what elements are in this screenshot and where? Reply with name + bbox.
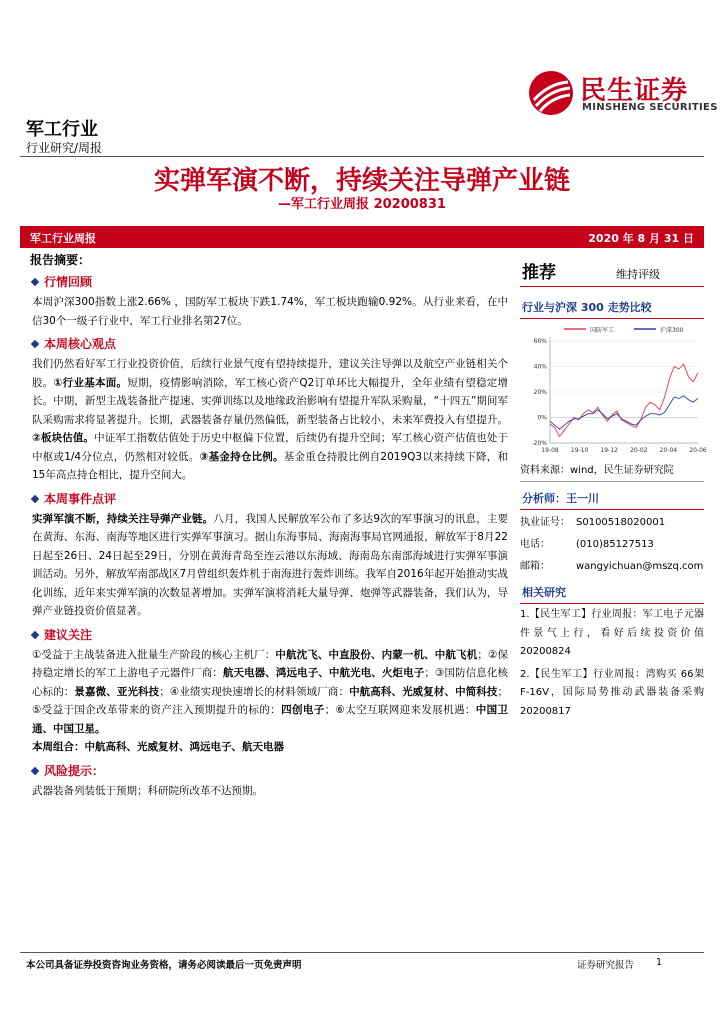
risk-text: 武器装备列装低于预期；科研院所改革不达预期。	[32, 784, 263, 797]
related-research	[520, 604, 704, 721]
report-band	[20, 226, 704, 248]
suggestion-t1: ①受益于主战装备进入批量生产阶段的核心主机厂：	[32, 648, 276, 661]
footer-divider	[20, 952, 704, 953]
analyst-value: wangyichuan@mszq.com	[576, 561, 704, 572]
legend-label-0: 国防军工	[590, 327, 615, 334]
suggestion-t6: ；⑥太空互联网迎来发展机遇：	[324, 704, 476, 716]
analyst-info	[520, 510, 704, 578]
suggestion-s5: 四创电子	[281, 704, 325, 716]
brand-mark-icon	[528, 70, 574, 116]
analyst-title: 分析师：王一川	[520, 488, 704, 510]
series-line-0	[550, 364, 698, 437]
x-tick-1: 19-10	[570, 447, 589, 454]
brand-name-cn: 民生证券	[580, 76, 689, 106]
y-tick-4: -20%	[531, 440, 547, 447]
chart-source: 资料来源：wind，民生证券研究院	[520, 461, 704, 482]
event-review-b1: 实弹军演不断，持续关注导弹产业链。	[32, 512, 214, 525]
rating: 推荐	[522, 263, 556, 283]
related-title: 相关研究	[520, 582, 704, 604]
suggestion-t2: ；②保持稳定增长的军工上游电子元器件厂商：	[32, 648, 508, 679]
section-event-review-title: 本周事件点评	[30, 490, 508, 508]
x-tick-4: 20-04	[659, 447, 678, 454]
x-tick-5: 20-06	[689, 447, 707, 454]
page-subtitle: —军工行业周报 20200831	[278, 197, 446, 212]
related-item-1[interactable]: 2.【民生军工】行业周报：湾购买 66架 F-16V，国际局势推动武器装备采购20200817	[520, 668, 704, 717]
related-item-0[interactable]: 1.【民生军工】行业周报：军工电子元器件景气上行，看好后续投资价值20200824	[520, 609, 704, 657]
suggestion-t5: ；⑤受益于国企改革带来的资产注入预期提升的标的：	[32, 685, 509, 716]
brand-name-en: MINSHENG SECURITIES	[582, 102, 718, 113]
y-tick-2: 20%	[533, 389, 547, 396]
core-views-p3: 中证军工指数估值处于历史中枢偏下位置，后续仍有提升空间；军工核心资产估值也处于中枢或1/4分位点，仍然相对较低。	[32, 432, 509, 463]
x-tick-0: 19-08	[541, 447, 559, 454]
chart-title: 行业与沪深 300 走势比较	[520, 297, 704, 319]
market-review-text: 本周沪深300指数上涨2.66% ，国防军工板块下跌1.74%，军工板块跑输0.92%。从行业来看，在中信30个一级子行业中，军工行业排名第27位。	[32, 296, 508, 327]
brand-logo	[526, 68, 718, 118]
footer-label: 证券研究报告	[577, 960, 635, 971]
legend-label-1: 沪深300	[660, 327, 684, 334]
section-suggestions-title: 建议关注	[30, 626, 508, 644]
analyst-line-2	[520, 556, 704, 578]
suggestion-s4: 中航高科、光威复材、中简科技	[349, 685, 498, 698]
series-line-1	[550, 396, 698, 429]
x-tick-2: 19-12	[600, 447, 618, 454]
portfolio-text: 本周组合：中航高科、光威复材、鸿远电子、航天电器	[32, 741, 284, 753]
industry-label: 军工行业	[26, 119, 98, 140]
event-review-text	[30, 510, 508, 621]
analyst-value: (010)85127513	[576, 539, 654, 550]
portfolio-line	[30, 738, 508, 757]
analyst-key: 邮箱：	[520, 561, 550, 572]
suggestion-s6: 中国卫通、中国卫星。	[32, 704, 509, 735]
suggestion-t4: ；④业绩实现快速增长的材料领域厂商：	[159, 685, 350, 698]
rating-note: 维持评级	[616, 268, 660, 281]
y-tick-0: 60%	[533, 338, 547, 345]
core-views-text	[30, 355, 508, 485]
trend-chart	[520, 319, 707, 461]
suggestion-t3: ；③国防信息化核心标的：	[32, 667, 509, 698]
report-type: 行业研究/周报	[26, 141, 103, 155]
page-number: 1	[656, 957, 663, 968]
abstract-title: 报告摘要：	[30, 253, 91, 267]
section-core-views-title: 本周核心观点	[30, 335, 508, 353]
core-views-b3: ③基金持仓比例。	[199, 450, 284, 463]
sidebar	[520, 256, 707, 725]
core-views-p4: 基金重仓持股比例自2019Q3以来持续下降，和15年高点持仓相比，提升空间大。	[32, 450, 508, 481]
header-divider	[20, 156, 704, 157]
analyst-line-0	[520, 512, 704, 534]
y-tick-1: 40%	[533, 363, 547, 371]
suggestion-s1: 中航沈飞、中直股份、内蒙一机、中航飞机	[275, 648, 478, 661]
core-views-p2: 短期，疫情影响消除，军工核心资产Q2订单环比大幅提升，全年业绩有望稳定增长。中期，新型主战装备批产提速、实弹训练以及地缘政治影响有望提升军队采购量，“十四五”期间军队采购需求将显著提升。长期，武器装备存量仍然偏低，新型装备占比较小，未来军费投入有望提升。	[32, 376, 509, 426]
y-tick-3: 0%	[537, 414, 547, 422]
analyst-line-1	[520, 534, 704, 556]
core-views-p1: 我们仍然看好军工行业投资价值，后续行业景气度有望持续提升，建议关注导弹以及航空产业链相关个股。	[32, 358, 508, 389]
core-views-b2: ②板块估值。	[32, 432, 95, 444]
suggestion-s2: 航天电器、鸿远电子、中航光电、火炬电子	[222, 667, 425, 679]
page-title: 实弹军演不断，持续关注导弹产业链	[153, 166, 570, 196]
footer-disclaimer: 本公司具备证券投资咨询业务资格，请务必阅读最后一页免责声明	[26, 960, 302, 971]
main-content	[30, 252, 508, 800]
suggestion-s3: 景嘉微、亚光科技	[74, 685, 160, 698]
analyst-key: 电话：	[520, 539, 550, 550]
band-series: 军工行业周报	[30, 232, 96, 245]
section-risk-title: 风险提示：	[30, 762, 508, 780]
core-views-b1: ①行业基本面。	[53, 376, 128, 389]
rating-box	[520, 256, 704, 287]
suggestions-text	[30, 646, 508, 739]
analyst-key: 执业证号：	[520, 517, 570, 528]
analyst-value: S0100518020001	[576, 517, 666, 528]
x-tick-3: 20-02	[630, 447, 648, 454]
band-date: 2020 年 8 月 31 日	[588, 232, 694, 245]
section-market-review-title: 行情回顾	[30, 273, 508, 291]
event-review-p1: 八月，我国人民解放军公布了多达9次的军事演习的讯息，主要在黄海、东海、南海等地区进行实弹军事演习。据山东海事局、海南海事局官网通报，解放军于8月22日起至26日、24日起至29日，分别在黄海青岛至连云港以东海域、海南岛东南部海域进行实弹军事演训活动。另外，解放军南部战区7月曾组织轰炸机于南海进行轰炸训练。我军自2016年起开始推动实战化训练，近年来实弹军演的次数显著增加。实弹军演将消耗大量导弹、炮弹等武器装备，我们认为，导弹产业链投资价值显著。	[32, 512, 508, 617]
